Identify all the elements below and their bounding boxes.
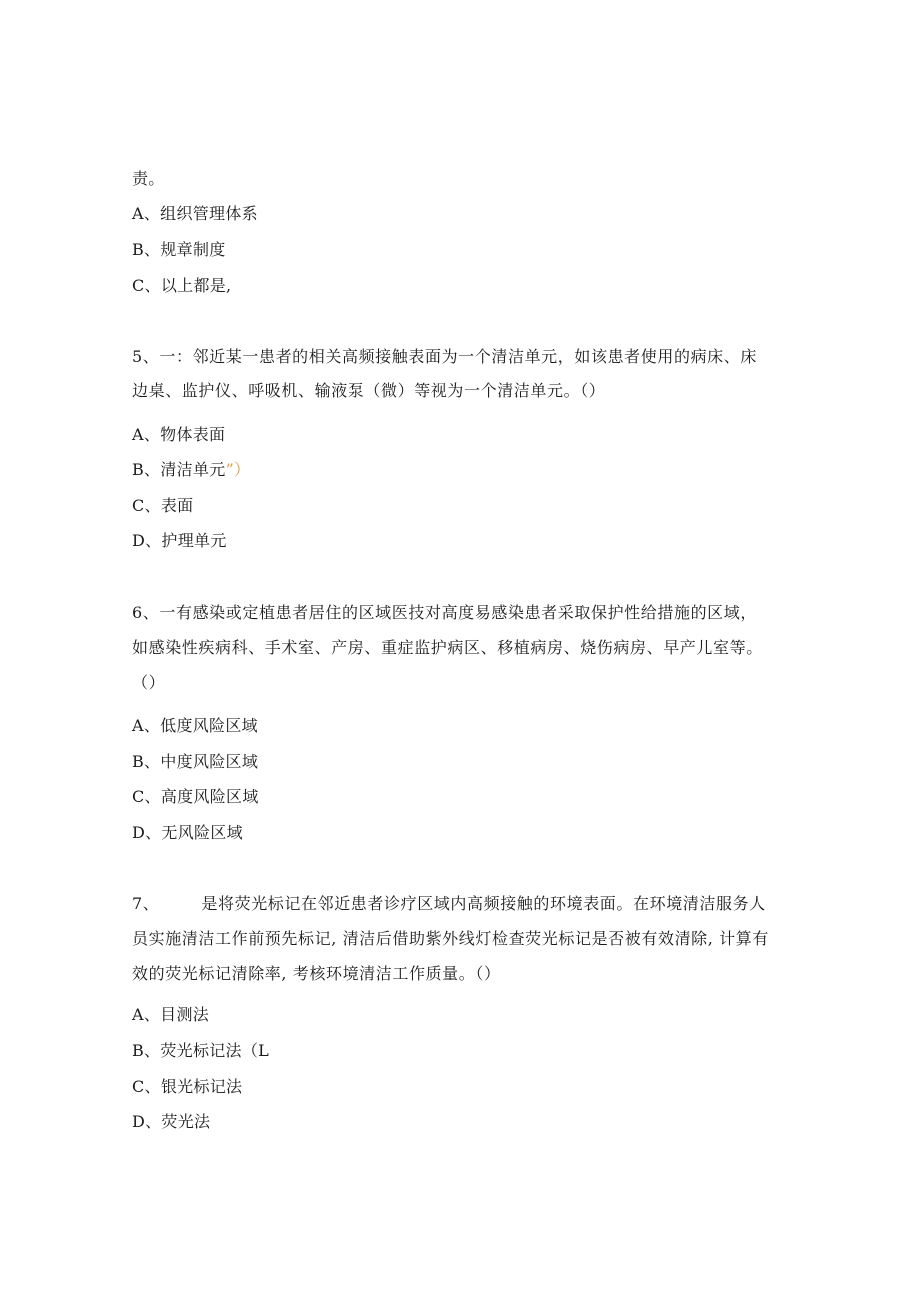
q5-option-d: D、护理单元: [132, 531, 227, 550]
q4-option-b: B、规章制度: [132, 240, 226, 259]
q6-option-c: C、高度风险区域: [132, 787, 259, 806]
q7-stem-line-1: [132, 893, 766, 915]
q7-option-c: C、银光标记法: [132, 1077, 243, 1096]
q6-stem-line-2: 如感染性疾病科、手术室、产房、重症监护病区、移植病房、烧伤病房、早产儿室等。: [132, 638, 763, 657]
q6-stem-line-1: 6、一有感染或定植患者居住的区域医技对高度易感染患者采取保护性给措施的区域，: [132, 603, 757, 622]
q7-stem-line-3: 效的荧光标记清除率, 考核环境清洁工作质量。（）: [132, 964, 501, 983]
q4-option-a: A、组织管理体系: [132, 204, 258, 223]
q6-stem-line-3: （）: [132, 673, 166, 692]
q5-option-c: C、表面: [132, 496, 194, 515]
q5-stem-line-1: 5、一：邻近某一患者的相关高频接触表面为一个清洁单元，如该患者使用的病床、床: [132, 347, 757, 366]
q5-option-b-text: B、清洁单元: [132, 460, 226, 479]
q6-option-b: B、中度风险区域: [132, 752, 259, 771]
q5-option-b-mark: ”）: [225, 460, 251, 479]
q4-option-c: C、以上都是,: [132, 276, 232, 295]
q6-option-a: A、低度风险区域: [132, 716, 258, 735]
q5-option-a: A、物体表面: [132, 425, 226, 444]
q7-option-a: A、目测法: [132, 1005, 210, 1024]
q5-stem-line-2: 边桌、监护仪、呼吸机、输液泵（微）等视为一个清洁单元。（）: [132, 381, 606, 400]
q7-option-b: B、荧光标记法（L: [132, 1041, 270, 1060]
q7-stem-line-2: 员实施清洁工作前预先标记, 清洁后借助紫外线灯检查荧光标记是否被有效清除, 计算有: [132, 929, 769, 948]
q4-stem-tail: 责。: [132, 169, 165, 188]
q7-option-d: D、荧光法: [132, 1112, 211, 1131]
q7-stem-text: 是将荧光标记在邻近患者诊疗区域内高频接触的环境表面。在环境清洁服务人: [201, 894, 766, 913]
q7-number: 7、: [132, 894, 160, 913]
q5-option-b: [132, 459, 250, 481]
q6-option-d: D、无风险区域: [132, 823, 243, 842]
